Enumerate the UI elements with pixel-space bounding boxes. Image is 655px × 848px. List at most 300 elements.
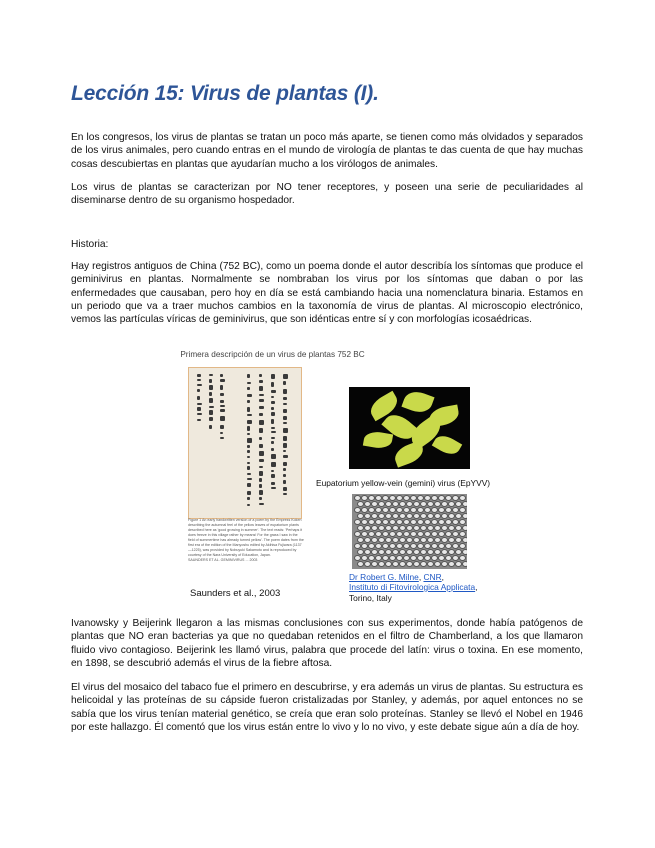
plant-photo-caption: Eupatorium yellow-vein (gemini) virus (EpYVV) — [316, 478, 491, 488]
calligraphy-glyph — [220, 385, 223, 390]
virion-particle — [397, 508, 402, 512]
virion-particle — [428, 538, 433, 542]
virion-particle — [414, 538, 419, 542]
virion-particle — [425, 496, 430, 500]
calligraphy-glyph — [259, 478, 262, 482]
calligraphy-glyph — [247, 478, 252, 480]
virion-particle — [463, 550, 467, 554]
infected-plant-photo — [349, 387, 470, 469]
virion-particle — [446, 508, 451, 512]
virion-particle — [407, 550, 412, 554]
ancient-poem-scroll-image — [188, 367, 302, 519]
virion-particle — [456, 550, 461, 554]
calligraphy-glyph — [247, 491, 251, 495]
calligraphy-glyph — [247, 466, 250, 470]
virion-particle — [358, 502, 363, 506]
virion-particle — [460, 508, 465, 512]
virion-particle — [355, 508, 360, 512]
virion-particle — [442, 514, 447, 518]
virion-particle — [383, 556, 388, 560]
virion-particle — [432, 508, 437, 512]
virion-particle — [456, 562, 461, 566]
virion-particle — [404, 520, 409, 524]
virion-particle — [393, 502, 398, 506]
calligraphy-glyph — [247, 420, 252, 424]
virion-particle — [386, 562, 391, 566]
virion-particle — [358, 562, 363, 566]
virion-particle — [425, 556, 430, 560]
virion-particle — [369, 508, 374, 512]
virion-particle — [463, 526, 467, 530]
virion-particle — [369, 496, 374, 500]
calligraphy-glyph — [271, 427, 275, 429]
history-paragraph: Hay registros antiguos de China (752 BC), como un poema donde el autor describía los síntomas que produce el geminivirus en plantas. Normalmente se nombraban los virus por los síntomas que daban o por las enfermedades que causaban, pero hoy en día se está cambiando hacia una nomenclatura binaria. Estamos en un periodo que va a traer muchos cambios en la taxonomía de virus de plantas. Al microscopio electrónico, vemos las partículas víricas de geminivirus, que son idénticas entre sí y con morfologías icosaédricas. — [71, 261, 583, 326]
calligraphy-glyph — [271, 419, 274, 424]
virion-particle — [397, 520, 402, 524]
virion-particle — [435, 502, 440, 506]
calligraphy-glyph — [220, 393, 224, 396]
virion-particle — [390, 508, 395, 512]
virion-particle — [442, 502, 447, 506]
virion-particle — [446, 556, 451, 560]
virion-particle — [362, 556, 367, 560]
virion-particle — [376, 556, 381, 560]
virion-particle — [404, 544, 409, 548]
virion-particle — [421, 562, 426, 566]
calligraphy-glyph — [220, 400, 224, 403]
virion-particle — [358, 538, 363, 542]
page-title: Lección 15: Virus de plantas (I). — [71, 82, 379, 105]
figure-caption: Primera descripción de un virus de plantas 752 BC — [180, 350, 365, 359]
virion-particle — [463, 514, 467, 518]
virion-particle — [400, 526, 405, 530]
virion-particle — [411, 508, 416, 512]
calligraphy-glyph — [283, 416, 287, 420]
virion-particle — [362, 532, 367, 536]
virion-particle — [404, 508, 409, 512]
virion-particle — [407, 514, 412, 518]
calligraphy-glyph — [283, 493, 287, 495]
virion-particle — [355, 520, 360, 524]
virion-particle — [460, 532, 465, 536]
intro-paragraph: En los congresos, los virus de plantas se tratan un poco más aparte, se tienen como más olvidados y separados de los virus animales, pero cuando entras en el mundo de virología de plantas te das cuenta de que hay muchas cosas descubiertas en plantas que ayudarían mucho a los virólogos de animales. — [71, 132, 583, 170]
virion-particle — [428, 526, 433, 530]
virion-particle — [442, 526, 447, 530]
tobacco-mosaic-paragraph: El virus del mosaico del tabaco fue el primero en descubrirse, y era además un virus de plantas. Su estructura es helicoidal y las proteínas de su cápside fueron cristalizadas por Stanley, y además, por aquel entonces no se sabía que los virus tenían material genético, se creía que eran solo proteínas. Stanley se llevó el Nobel en 1946 por este hallazgo. Él comentó que los virus están entre lo vivo y lo no vivo, y este debate sigue aún a día de hoy. — [71, 682, 583, 733]
virion-particle — [386, 550, 391, 554]
calligraphy-glyph — [247, 387, 250, 390]
calligraphy-glyph — [271, 390, 276, 393]
virion-particle — [453, 544, 458, 548]
calligraphy-glyph — [209, 398, 213, 403]
virion-particle — [432, 496, 437, 500]
virion-particle — [449, 502, 454, 506]
calligraphy-glyph — [220, 374, 223, 377]
calligraphy-glyph — [209, 379, 212, 383]
calligraphy-glyph — [247, 426, 250, 431]
calligraphy-glyph — [259, 394, 264, 396]
calligraphy-glyph — [259, 399, 264, 402]
calligraphy-glyph — [259, 466, 263, 468]
virion-particle — [376, 508, 381, 512]
calligraphy-glyph — [271, 487, 276, 489]
virion-particle — [379, 538, 384, 542]
virion-particle — [428, 562, 433, 566]
virion-particle — [435, 514, 440, 518]
virion-particle — [439, 532, 444, 536]
virion-particle — [393, 514, 398, 518]
virion-particle — [386, 526, 391, 530]
virion-particle — [358, 550, 363, 554]
virion-particle — [355, 556, 360, 560]
virion-particle — [414, 550, 419, 554]
virion-particle — [439, 544, 444, 548]
virion-particle — [432, 532, 437, 536]
virion-particle — [411, 496, 416, 500]
virion-particle — [432, 544, 437, 548]
virion-particle — [390, 556, 395, 560]
virion-particle — [453, 508, 458, 512]
calligraphy-glyph — [271, 448, 274, 451]
virion-particle — [390, 532, 395, 536]
calligraphy-glyph — [247, 400, 250, 403]
calligraphy-glyph — [220, 379, 225, 382]
saunders-citation: Saunders et al., 2003 — [190, 588, 281, 599]
virion-particle — [425, 544, 430, 548]
virion-particle — [414, 526, 419, 530]
calligraphy-glyph — [271, 396, 274, 398]
virion-particle — [449, 562, 454, 566]
virion-particle — [463, 562, 467, 566]
calligraphy-glyph — [247, 374, 250, 378]
virion-particle — [372, 550, 377, 554]
virion-particle — [421, 550, 426, 554]
virion-particle — [425, 508, 430, 512]
calligraphy-glyph — [197, 396, 200, 400]
credit-line-1 — [349, 572, 444, 582]
electron-micrograph-image — [352, 494, 467, 569]
calligraphy-glyph — [259, 484, 262, 488]
leaf — [392, 440, 426, 467]
virion-particle — [404, 532, 409, 536]
virion-particle — [449, 514, 454, 518]
virion-particle — [463, 538, 467, 542]
virion-particle — [369, 520, 374, 524]
scroll-footer-text: SAUNDERS ET AL. GEMINIVIRUS ... 2003 — [188, 558, 258, 562]
virion-particle — [383, 508, 388, 512]
virion-particle — [425, 520, 430, 524]
virion-particle — [365, 550, 370, 554]
calligraphy-glyph — [197, 379, 201, 381]
calligraphy-glyph — [247, 504, 250, 506]
calligraphy-glyph — [283, 462, 287, 466]
virion-particle — [369, 544, 374, 548]
calligraphy-glyph — [247, 414, 252, 416]
calligraphy-glyph — [271, 374, 275, 379]
virion-particle — [400, 538, 405, 542]
virion-particle — [393, 526, 398, 530]
virion-particle — [439, 508, 444, 512]
virion-particle — [407, 526, 412, 530]
calligraphy-glyph — [247, 483, 251, 487]
virion-particle — [355, 544, 360, 548]
virion-particle — [358, 514, 363, 518]
calligraphy-glyph — [271, 437, 275, 439]
calligraphy-column — [209, 368, 214, 518]
virion-particle — [407, 502, 412, 506]
credit-city: Torino, Italy — [349, 593, 392, 603]
calligraphy-glyph — [259, 428, 263, 433]
calligraphy-glyph — [197, 389, 200, 392]
calligraphy-glyph — [271, 382, 274, 387]
calligraphy-glyph — [271, 470, 274, 472]
calligraphy-column — [283, 368, 288, 518]
calligraphy-glyph — [259, 420, 264, 425]
calligraphy-glyph — [271, 412, 275, 416]
virion-particle — [379, 526, 384, 530]
virion-particle — [372, 538, 377, 542]
virion-particle — [362, 520, 367, 524]
virion-particle — [435, 538, 440, 542]
virion-particle — [404, 496, 409, 500]
virion-particle — [442, 562, 447, 566]
calligraphy-glyph — [247, 382, 251, 384]
calligraphy-glyph — [259, 459, 264, 462]
calligraphy-glyph — [271, 407, 274, 410]
virion-particle — [372, 562, 377, 566]
virion-particle — [379, 514, 384, 518]
calligraphy-glyph — [220, 416, 225, 421]
credit-separator-3: , — [475, 582, 478, 592]
calligraphy-glyph — [197, 407, 201, 411]
virion-particle — [456, 526, 461, 530]
calligraphy-glyph — [247, 497, 250, 500]
virion-particle — [393, 538, 398, 542]
institute-link[interactable]: Instituto di Fitovirologica Applicata — [349, 582, 476, 592]
virion-particle — [439, 520, 444, 524]
virion-particle — [439, 556, 444, 560]
calligraphy-glyph — [247, 456, 250, 458]
virion-particle — [390, 544, 395, 548]
calligraphy-glyph — [209, 374, 213, 376]
virion-particle — [453, 556, 458, 560]
virion-particle — [435, 562, 440, 566]
calligraphy-glyph — [283, 474, 286, 477]
calligraphy-glyph — [247, 445, 250, 448]
virion-particle — [421, 514, 426, 518]
credit-line-2 — [349, 582, 477, 592]
virion-particle — [390, 496, 395, 500]
calligraphy-glyph — [220, 425, 224, 429]
virion-particle — [414, 562, 419, 566]
virion-particle — [397, 532, 402, 536]
virion-particle — [365, 538, 370, 542]
calligraphy-glyph — [259, 471, 263, 476]
virion-particle — [421, 538, 426, 542]
calligraphy-column — [247, 368, 252, 518]
calligraphy-glyph — [247, 394, 252, 397]
calligraphy-glyph — [259, 451, 264, 456]
virion-particle — [439, 496, 444, 500]
virion-particle — [411, 532, 416, 536]
virion-particle — [386, 514, 391, 518]
virion-particle — [460, 496, 465, 500]
calligraphy-column — [259, 368, 264, 518]
calligraphy-glyph — [259, 374, 262, 377]
virion-particle — [383, 532, 388, 536]
calligraphy-glyph — [283, 428, 288, 433]
virion-particle — [362, 544, 367, 548]
calligraphy-glyph — [283, 409, 287, 413]
milne-link[interactable]: Dr Robert G. Milne — [349, 572, 419, 582]
virion-particle — [418, 556, 423, 560]
calligraphy-glyph — [247, 433, 250, 435]
virion-particle — [446, 496, 451, 500]
virion-particle — [400, 562, 405, 566]
virion-particle — [418, 520, 423, 524]
virion-particle — [379, 502, 384, 506]
virion-particle — [372, 526, 377, 530]
calligraphy-glyph — [271, 441, 274, 444]
virion-particle — [453, 532, 458, 536]
virion-particle — [400, 550, 405, 554]
virion-particle — [453, 496, 458, 500]
virion-particle — [432, 520, 437, 524]
leaf — [363, 430, 393, 451]
virion-particle — [411, 520, 416, 524]
credit-separator-2: , — [441, 572, 444, 582]
virion-particle — [407, 538, 412, 542]
virion-particle — [365, 562, 370, 566]
calligraphy-glyph — [283, 422, 287, 424]
virion-particle — [418, 496, 423, 500]
virion-particle — [393, 562, 398, 566]
calligraphy-glyph — [259, 490, 263, 495]
calligraphy-glyph — [259, 437, 262, 440]
calligraphy-glyph — [259, 380, 263, 383]
virion-particle — [407, 562, 412, 566]
calligraphy-glyph — [220, 437, 224, 439]
virion-particle — [460, 556, 465, 560]
virion-particle — [414, 502, 419, 506]
calligraphy-glyph — [259, 503, 264, 505]
calligraphy-glyph — [209, 425, 212, 429]
virion-particle — [355, 532, 360, 536]
virion-particle — [355, 496, 360, 500]
calligraphy-glyph — [209, 385, 213, 390]
calligraphy-glyph — [247, 462, 250, 464]
virion-particle — [397, 556, 402, 560]
virion-particle — [435, 550, 440, 554]
virion-particle — [446, 532, 451, 536]
virion-particle — [365, 514, 370, 518]
calligraphy-glyph — [247, 438, 252, 443]
virion-particle — [376, 520, 381, 524]
virion-particle — [393, 550, 398, 554]
calligraphy-glyph — [259, 386, 263, 391]
virion-particle — [383, 496, 388, 500]
calligraphy-column — [197, 368, 202, 518]
virion-particle — [425, 532, 430, 536]
calligraphy-column — [271, 368, 276, 518]
ivanowsky-paragraph: Ivanowsky y Beijerink llegaron a las mismas conclusiones con sus experimentos, donde había patógenos de plantas que NO eran bacterias ya que no quedaban retenidos en el filtro de Chamberland, a los que llamaron fluido vivo contagioso. Beijerink les llamó virus, palabra que procede del latín: virus o toxina. En ese momento, en 1898, se descubrió además el virus de la fiebre aftosa. — [71, 618, 583, 669]
virion-particle — [456, 514, 461, 518]
virion-particle — [379, 550, 384, 554]
virion-particle — [449, 550, 454, 554]
virion-particle — [362, 508, 367, 512]
calligraphy-glyph — [259, 497, 262, 500]
virion-particle — [411, 556, 416, 560]
scroll-caption-text: Figure 1 An early handwritten version of a poem by the Empress Koken describing the autumnal feel of the yellow leaves of eupatorium plants described here as 'good growing in summer'. The text reads: 'Perhaps it does freeze in this village rather by means! For the grass I saw in the field of summertime has already turned yellow'. The poem dates from the first era of the edition of the Manyoshu edited by Akihisa Fujiwara (1137—1225), was provided by Nobuyuki Sakamoto and is reproduced by courtesy of the Nara University of Education, Japan. — [188, 518, 304, 557]
cnr-link[interactable]: CNR — [423, 572, 442, 582]
virion-particle — [456, 538, 461, 542]
calligraphy-glyph — [271, 401, 275, 404]
virion-particle — [421, 526, 426, 530]
calligraphy-glyph — [259, 444, 263, 448]
virion-particle — [446, 520, 451, 524]
calligraphy-glyph — [247, 450, 250, 453]
calligraphy-glyph — [197, 419, 201, 421]
credit-separator: , — [418, 572, 424, 582]
calligraphy-glyph — [209, 410, 213, 415]
calligraphy-glyph — [283, 455, 288, 458]
calligraphy-glyph — [283, 450, 286, 452]
calligraphy-glyph — [197, 413, 202, 415]
virion-particle — [386, 502, 391, 506]
virion-particle — [383, 520, 388, 524]
virion-particle — [449, 538, 454, 542]
calligraphy-glyph — [209, 406, 214, 408]
calligraphy-glyph — [283, 443, 287, 448]
virion-particle — [411, 544, 416, 548]
virion-particle — [418, 544, 423, 548]
virion-particle — [428, 514, 433, 518]
virion-particle — [362, 496, 367, 500]
figure-first-plant-virus — [160, 350, 491, 610]
virion-particle — [428, 502, 433, 506]
virion-particle — [418, 532, 423, 536]
calligraphy-glyph — [209, 392, 212, 396]
calligraphy-glyph — [247, 473, 251, 475]
virion-particle — [446, 544, 451, 548]
virion-particle — [372, 502, 377, 506]
leaf — [432, 432, 463, 459]
calligraphy-glyph — [220, 432, 223, 434]
virion-particle — [369, 556, 374, 560]
virion-particle — [376, 532, 381, 536]
calligraphy-glyph — [283, 397, 287, 400]
calligraphy-glyph — [220, 405, 225, 407]
calligraphy-glyph — [271, 454, 276, 459]
virion-particle — [421, 502, 426, 506]
calligraphy-glyph — [283, 480, 286, 484]
virion-particle — [453, 520, 458, 524]
leaf — [401, 388, 434, 416]
virion-particle — [365, 526, 370, 530]
virion-particle — [379, 562, 384, 566]
calligraphy-glyph — [197, 403, 202, 405]
virion-particle — [404, 556, 409, 560]
calligraphy-glyph — [271, 474, 275, 478]
virion-particle — [383, 544, 388, 548]
calligraphy-glyph — [220, 409, 225, 412]
virion-particle — [432, 556, 437, 560]
receptors-paragraph: Los virus de plantas se caracterizan por NO tener receptores, y poseen una serie de peculiaridades al diseminarse dentro de su organismo hospedador. — [71, 182, 583, 207]
virion-particle — [397, 544, 402, 548]
virion-particle — [400, 502, 405, 506]
virion-particle — [418, 508, 423, 512]
virion-particle — [358, 526, 363, 530]
